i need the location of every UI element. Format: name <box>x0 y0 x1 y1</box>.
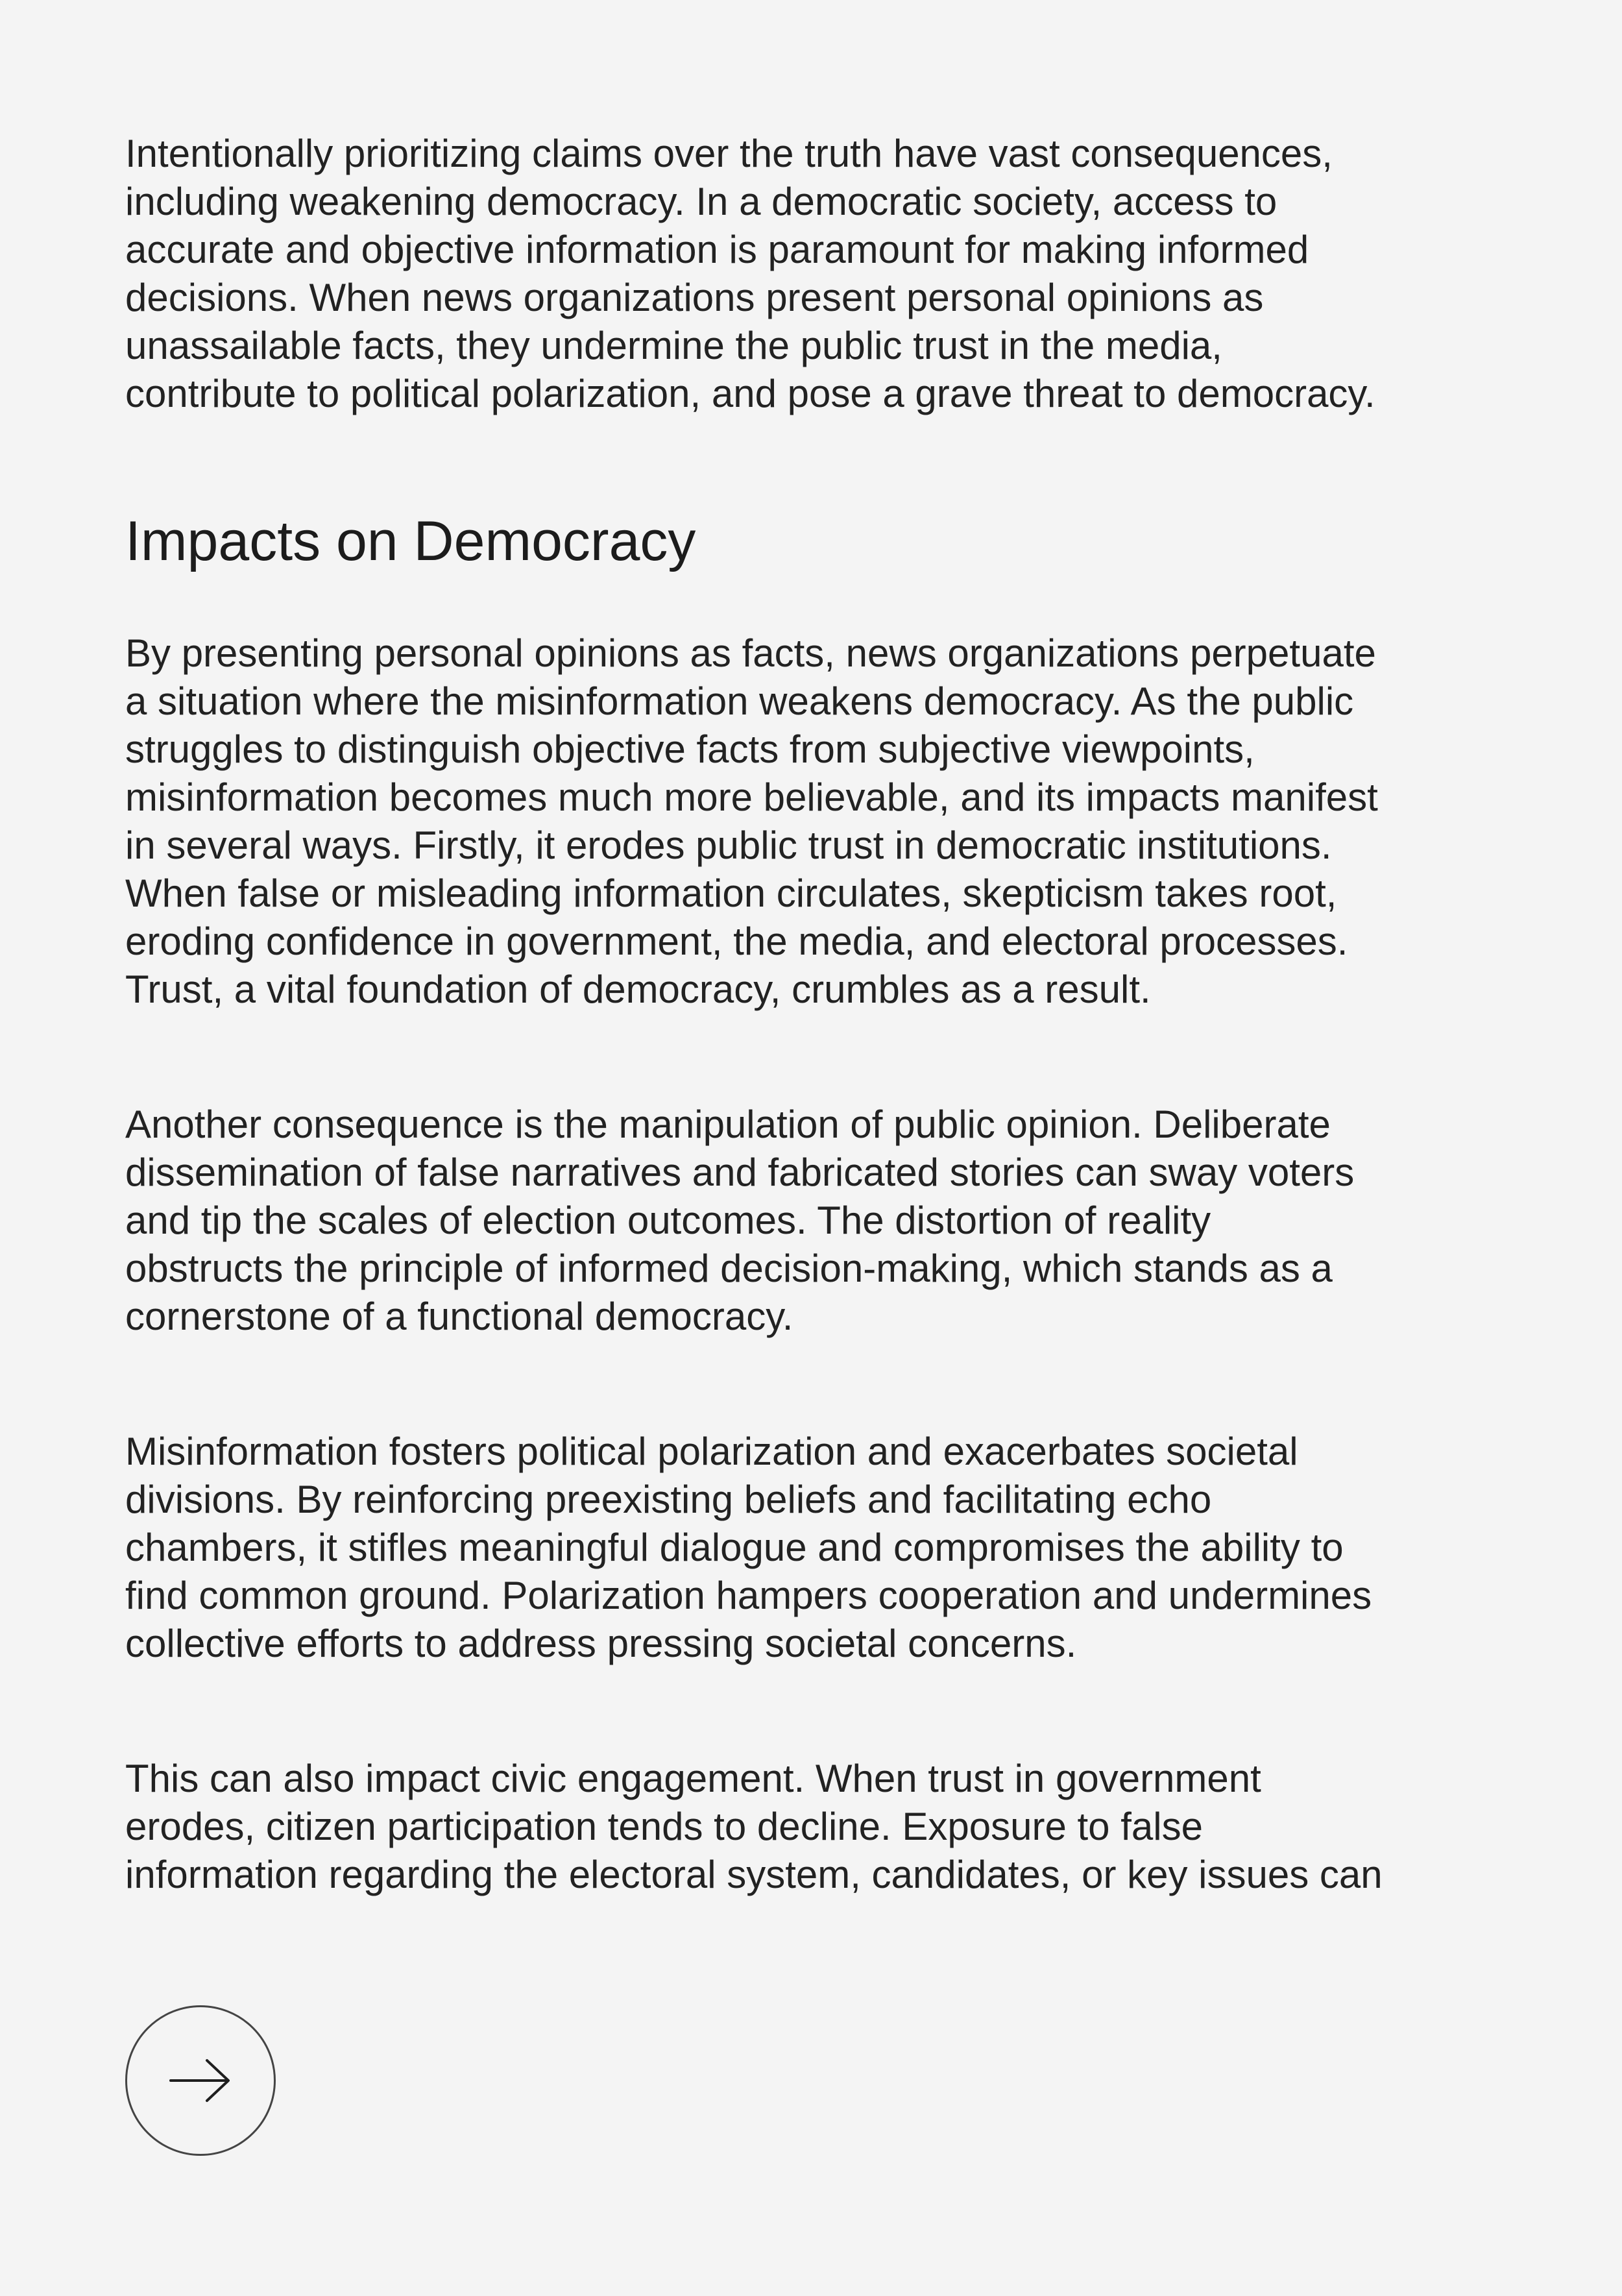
body-paragraph-4: This can also impact civic engagement. When trust in government erodes, citizen participation tends to decline. Exposure to false information regarding the electoral system, candidates, or key issues can <box>125 1757 1383 1896</box>
next-page-button[interactable] <box>125 2005 276 2156</box>
body-paragraph-3: Misinformation fosters political polarization and exacerbates societal divisions. By reinforcing preexisting beliefs and facilitating echo chambers, it stifles meaningful dialogue and compromises the ability to find common ground. Polarization hampers cooperation and undermines collective efforts to address pressing societal concerns. <box>125 1430 1372 1665</box>
body-paragraph-2: Another consequence is the manipulation of public opinion. Deliberate dissemination of false narratives and fabricated stories can sway voters and tip the scales of election outcomes. The distortion of reality obstructs the principle of informed decision-making, which stands as a cornerstone of a functional democracy. <box>125 1103 1355 1338</box>
body-paragraph-1: By presenting personal opinions as facts, news organizations perpetuate a situation where the misinformation weakens democracy. As the public struggles to distinguish objective facts from subjective viewpoints, misinformation becomes much more believable, and its impacts manifest in several ways. Firstly, it erodes public trust in democratic institutions. When false or misleading information circulates, skepticism takes root, eroding confidence in government, the media, and electoral processes. Trust, a vital foundation of democracy, crumbles as a result. <box>125 631 1378 1011</box>
article-body <box>125 130 1553 1899</box>
arrow-right-icon <box>168 2058 233 2103</box>
intro-paragraph: Intentionally prioritizing claims over the truth have vast consequences, including weakening democracy. In a democratic society, access to accurate and objective information is paramount for making informed decisions. When news organizations present personal opinions as unassailable facts, they undermine the public trust in the media, contribute to political polarization, and pose a grave threat to democracy. <box>125 132 1375 415</box>
section-heading: Impacts on Democracy <box>125 510 696 572</box>
